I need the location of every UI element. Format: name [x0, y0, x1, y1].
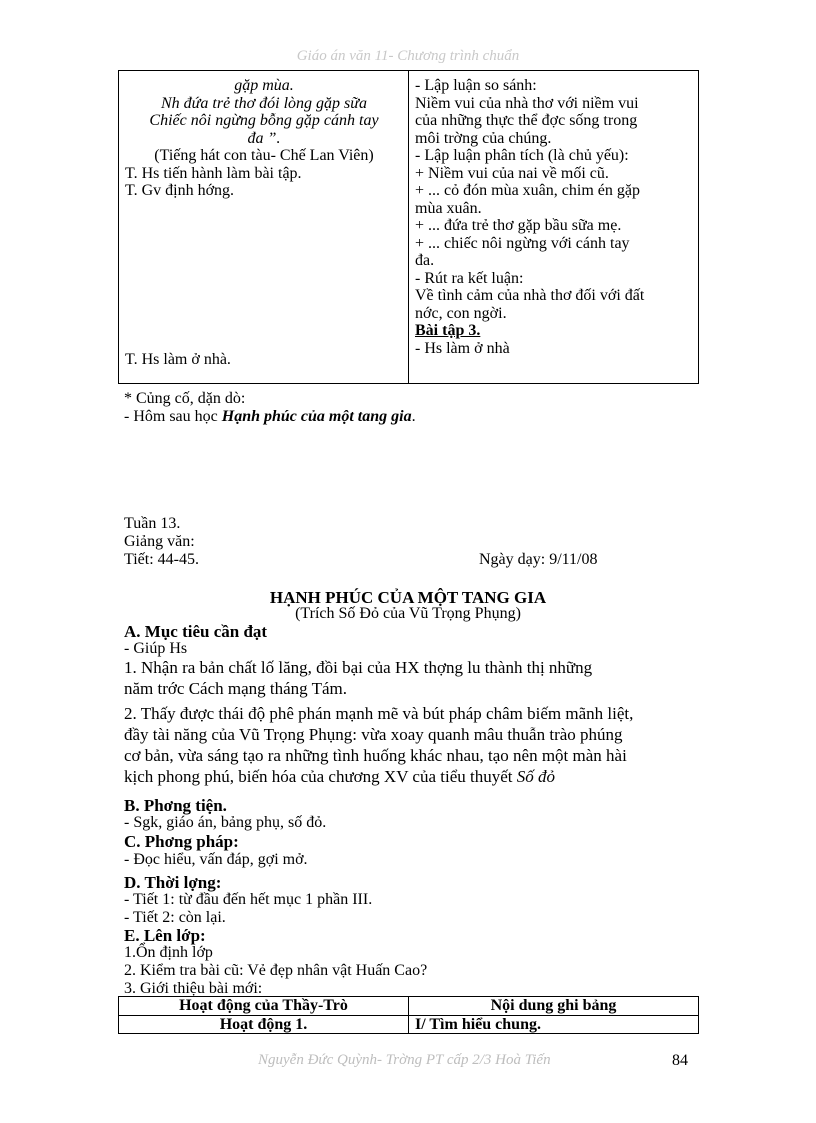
section-d-heading: D. Thời lợng:	[124, 873, 222, 892]
activity-line: T. Gv định hớng.	[125, 182, 235, 199]
page-header: Giáo án văn 11- Chương trình chuẩn	[296, 48, 520, 64]
period-1: - Tiết 1: từ đầu đến hết mục 1 phần III.	[124, 891, 373, 908]
board-line: + Niềm vui của nai về mối cũ.	[415, 164, 609, 182]
page-footer: Nguyễn Đức Quỳnh- Trờng PT cấp 2/3 Hoà Tiến	[258, 1052, 551, 1068]
week-label: Tuần 13.	[124, 515, 181, 532]
board-line: của những thực thể đợc sống trong	[415, 112, 638, 129]
objective-line: 2. Thấy được thái độ phê phán mạnh mẽ và bút pháp châm biếm mãnh liệt,	[124, 704, 634, 723]
exercise-heading: Bài tập 3.	[415, 322, 481, 339]
section-c-text: - Đọc hiểu, vấn đáp, gợi mở.	[124, 851, 308, 868]
teaching-label: Giảng văn:	[124, 533, 195, 550]
poem-line: Nh đứa trẻ thơ đói lòng gặp sữa	[161, 94, 367, 112]
board-line: + ... chiếc nôi ngừng với cánh tay	[415, 234, 630, 252]
section-e-heading: E. Lên lớp:	[124, 926, 206, 945]
objective-line: năm trớc Cách mạng tháng Tám.	[124, 679, 348, 698]
homework-suffix: .	[411, 408, 416, 425]
board-line: + ... cỏ đón mùa xuân, chim én gặp	[415, 182, 640, 199]
section-b-text: - Sgk, giáo án, bảng phụ, số đỏ.	[124, 814, 327, 831]
lesson-title: HẠNH PHÚC CỦA MỘT TANG GIA	[269, 588, 547, 607]
objective-line: cơ bản, vừa sáng tạo ra những tình huống khác nhau, tạo nên một màn hài	[124, 746, 627, 765]
objectives	[124, 657, 692, 787]
activity-1: Hoạt động 1.	[219, 1016, 308, 1033]
section-c-heading: C. Phơng pháp:	[124, 832, 239, 851]
board-line: - Hs làm ở nhà	[415, 339, 510, 357]
homework-prefix: - Hôm sau học	[124, 408, 222, 425]
board-line: nớc, con ngời.	[415, 304, 507, 322]
board-line: Về tình cảm của nhà thơ đối với đất	[415, 287, 645, 304]
section-a-heading: A. Mục tiêu cần đạt	[124, 622, 268, 641]
objective-line: đầy tài năng của Vũ Trọng Phụng: vừa xoay quanh mâu thuẫn trào phúng	[124, 725, 623, 744]
next-lesson-title: Hạnh phúc của một tang gia	[221, 408, 412, 425]
board-content-column	[415, 77, 695, 357]
board-line: Niềm vui của nhà thơ với niềm vui	[415, 94, 639, 112]
teacher-student-column	[125, 77, 403, 368]
header-board-content: Nội dung ghi bảng	[490, 997, 617, 1014]
novel-title: Số đỏ	[516, 767, 555, 786]
poem-line: đa ”.	[247, 129, 281, 147]
period-2: - Tiết 2: còn lại.	[124, 909, 226, 926]
lesson-table	[118, 70, 699, 384]
poem-source: (Tiếng hát con tàu- Chế Lan Viên)	[154, 147, 374, 164]
step-1: 1.Ổn định lớp	[124, 944, 213, 961]
column-divider	[408, 71, 409, 383]
homework-line	[124, 408, 416, 426]
poem-line: gặp mùa.	[234, 77, 294, 94]
poem-line: Chiếc nôi ngừng bỗng gặp cánh tay	[149, 112, 379, 129]
board-line: - Rút ra kết luận:	[415, 269, 524, 287]
board-line: - Lập luận so sánh:	[415, 77, 537, 94]
board-line: - Lập luận phân tích (là chủ yếu):	[415, 147, 629, 164]
objective-line	[124, 766, 692, 787]
objective-line: 1. Nhận ra bản chất lố lăng, đồi bại của HX thợng lu thành thị những	[124, 658, 593, 677]
board-line: đa.	[415, 252, 435, 269]
consolidation-title: * Củng cố, dặn dò:	[124, 390, 246, 407]
header-activities: Hoạt động của Thầy-Trò	[179, 997, 348, 1014]
page-number: 84	[672, 1052, 688, 1069]
step-3: 3. Giới thiệu bài mới:	[124, 980, 263, 997]
teaching-date: Ngày dạy: 9/11/08	[479, 551, 598, 568]
board-line: + ... đứa trẻ thơ gặp bầu sữa mẹ.	[415, 217, 622, 234]
period-label: Tiết: 44-45.	[124, 551, 199, 568]
activity-line: T. Hs tiến hành làm bài tập.	[125, 164, 302, 182]
step-2: 2. Kiểm tra bài cũ: Vẻ đẹp nhân vật Huấn Cao?	[124, 962, 428, 979]
activity-line: T. Hs làm ở nhà.	[125, 351, 231, 368]
section-general: I/ Tìm hiểu chung.	[415, 1016, 541, 1033]
lesson-subtitle: (Trích Số Đỏ của Vũ Trọng Phụng)	[295, 605, 521, 622]
objective-text: kịch phong phú, biến hóa của chương XV của tiểu thuyết	[124, 767, 513, 786]
section-b-heading: B. Phơng tiện.	[124, 796, 227, 815]
board-line: mùa xuân.	[415, 199, 482, 217]
board-line: môi trờng của chúng.	[415, 129, 552, 147]
help-line: - Giúp Hs	[124, 640, 188, 657]
activity-table	[118, 996, 699, 1034]
